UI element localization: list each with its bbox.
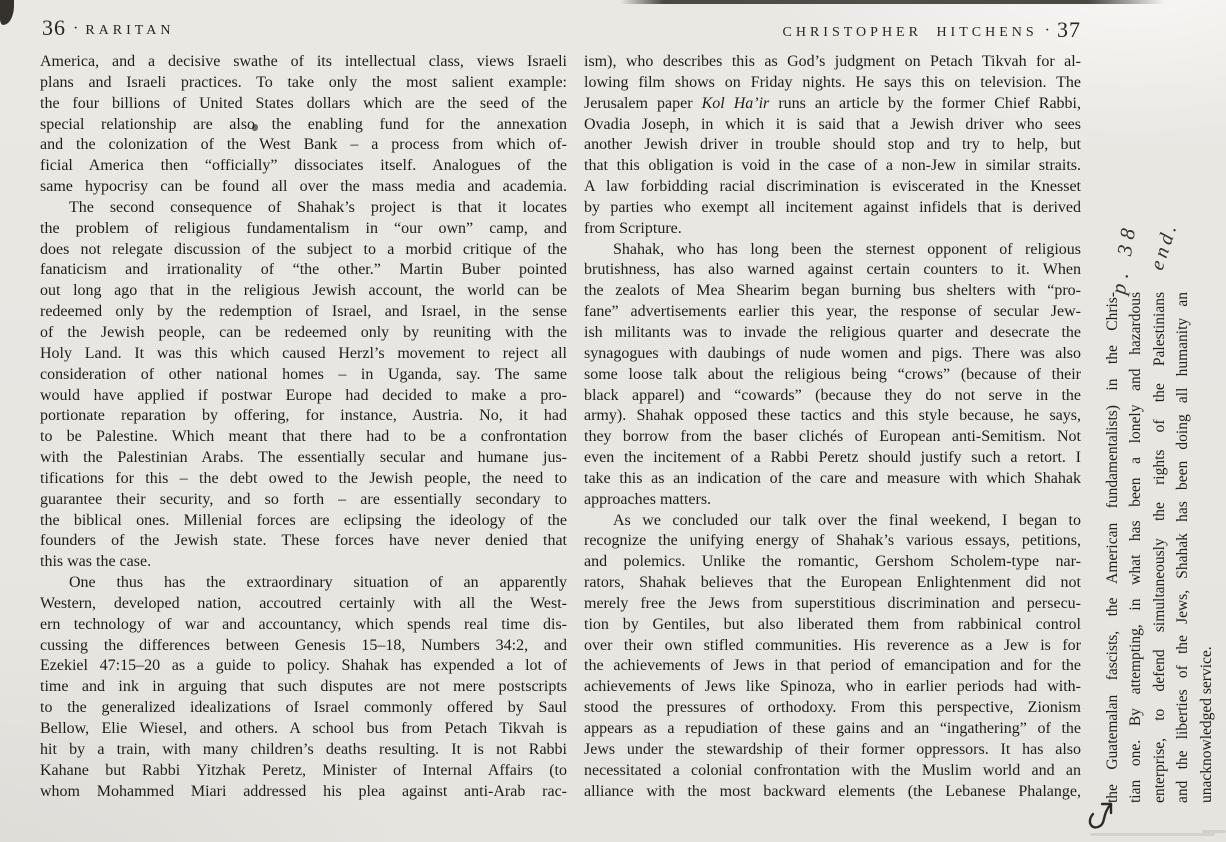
text-line: merely free the Jews from superstitious discrimination and persecu- <box>584 594 1081 612</box>
text-line: alliance with the most backward elements (the Lebanese Phalange, <box>584 782 1081 800</box>
text-line: A law forbidding racial discrimination is eviscerated in the Knesset <box>584 178 1081 196</box>
curved-arrow-icon <box>1085 794 1125 830</box>
text-line: necessitated a colonial confrontation with the Muslim world and an <box>584 761 1081 779</box>
text-line: Kahane but Rabbi Yitzhak Peretz, Minister of Internal Affairs (to <box>40 761 567 779</box>
text-line: tifications for this – the debt owed to the Jewish people, the need to <box>40 469 567 487</box>
paragraph <box>584 240 1081 511</box>
right-folio-number: 37 <box>1057 17 1081 42</box>
paragraph <box>40 198 567 573</box>
author-name: CHRISTOPHER HITCHENS <box>782 25 1038 40</box>
text-line: appears as a repudiation of these gains and an “ingathering” of the <box>584 720 1081 737</box>
text-line: the achievements of Jews in that period of emancipation and for the <box>584 657 1081 675</box>
text-line: redeemed only by the redemption of Israel, and Israel, in the sense <box>40 303 567 321</box>
text-line: black apparel) and “cowards” (because they do not serve in the <box>584 386 1081 404</box>
text-line: the Guatemalan fascists, the American fundamentalists) in the Chris- <box>1104 292 1121 803</box>
text-line: army). Shahak opposed these tactics and this style because, he says, <box>584 407 1081 425</box>
text-line: would have applied if postwar Europe had decided to make a pro- <box>40 386 567 404</box>
left-page-text-column <box>40 52 567 802</box>
text-line: out long ago that in the religious Jewish account, the world can be <box>40 282 567 300</box>
paragraph <box>40 52 567 198</box>
text-line: over their own stifled communities. His reverence as a Jew is for <box>584 636 1081 654</box>
text-line: approaches matters. <box>584 490 712 508</box>
text-line: the biblical ones. Millenial forces are eclipsing the ideology of the <box>40 511 567 529</box>
left-page-header <box>42 14 174 40</box>
text-line: hit by a train, with many children’s deaths resulting. It is not Rabbi <box>40 740 567 758</box>
text-line: and the colonization of the West Bank – a process from which of- <box>40 136 567 154</box>
text-line: guarantee their security, and so forth – are essentially secondary to <box>40 490 567 508</box>
scan-artifact-smear <box>1090 833 1215 836</box>
text-line: the four billions of United States dollars which are the seed of the <box>40 94 567 112</box>
text-line: plans and Israeli practices. To take only the most salient example: <box>40 73 567 91</box>
text-line: fanaticism and irrationality of “the other.” Martin Buber pointed <box>40 261 567 279</box>
text-line: tian one. By attempting, in what has been a lonely and hazardous <box>1127 292 1145 803</box>
text-line: As we concluded our talk over the final weekend, I began to <box>613 511 1081 529</box>
scan-artifact-top-edge <box>620 0 1165 4</box>
text-line: cussing the differences between Genesis 15–18, Numbers 34:2, and <box>40 636 567 654</box>
text-line: to the generalized idealizations of Israel commonly offered by Saul <box>40 699 567 717</box>
handwritten-page-note: end. <box>1146 218 1183 273</box>
right-page-text-column <box>584 52 1081 802</box>
text-line: take this as an indication of the care and measure with which Shahak <box>584 469 1081 487</box>
text-line: One thus has the extraordinary situation of an apparently <box>69 574 567 592</box>
header-separator-dot: · <box>1044 22 1050 39</box>
text-line: of the Jewish people, can be redeemed only by reuniting with the <box>40 323 567 341</box>
text-line: by parties who exempt all incitement against infidels that is derived <box>584 198 1081 216</box>
text-line: rators, Shahak believes that the European Enlightenment did not <box>584 574 1081 592</box>
journal-title: RARITAN <box>85 23 175 38</box>
text-line: ern technology of war and accountancy, which spends real time dis- <box>40 615 567 633</box>
text-line: this was the case. <box>40 553 152 571</box>
text-line: recognize the unifying energy of Shahak’s various essays, petitions, <box>584 532 1081 550</box>
text-line: some loose talk about the religious being “crows” (because of their <box>584 365 1081 383</box>
paragraph <box>584 511 1081 803</box>
text-line: same hypocrisy can be found all over the mass media and academia. <box>40 178 567 196</box>
text-line: brutishness, has also warned against certain counters to it. When <box>584 261 1081 279</box>
text-line: Western, developed nation, accoutred certainly with all the West- <box>40 594 567 612</box>
text-line: the problem of religious fundamentalism in “our own” camp, and <box>40 219 567 237</box>
text-line: The second consequence of Shahak’s project is that it locates <box>69 198 567 216</box>
text-line: and the liberties of the Jews, Shahak has been doing all humanity an <box>1174 292 1192 803</box>
scan-artifact-corner-blob <box>0 0 14 25</box>
text-line: the zealots of Mea Shearim began burning bus shelters with “pro- <box>584 282 1081 300</box>
text-line: stood the pressures of orthodoxy. From this perspective, Zionism <box>584 699 1081 717</box>
text-line: Ovadia Joseph, in which it is said that a Jewish driver who sees <box>584 115 1081 133</box>
scan-artifact-smear <box>1202 830 1226 833</box>
text-line: achievements of Jews like Spinoza, who in earlier periods had with- <box>584 678 1081 696</box>
header-separator-dot: · <box>73 20 79 37</box>
text-line: Holy Land. It was this which caused Herzl’s movement to reject all <box>40 344 567 362</box>
text-line: ism), who describes this as God’s judgment on Petach Tikvah for al- <box>584 53 1081 70</box>
paragraph <box>40 573 567 802</box>
text-line: and polemics. Unlike the romantic, Gershom Scholem-type nar- <box>584 553 1081 571</box>
paragraph <box>1101 292 1218 803</box>
text-line: unacknowledged service. <box>1197 646 1215 803</box>
right-page-header <box>584 16 1081 42</box>
text-line: Shahak, who has long been the sternest opponent of religious <box>613 240 1081 258</box>
text-line: Bellow, Elie Wiesel, and others. A school bus from Petach Tikvah is <box>40 720 567 737</box>
margin-rotated-text-column <box>1101 292 1218 803</box>
text-line: time and ink in arguing that such disputes are not mere postscripts <box>40 678 567 696</box>
text-line: with the Palestinian Arabs. The essentially secular and humane jus- <box>40 449 567 467</box>
text-line: fane” advertisements earlier this year, the response of secular Jew- <box>584 303 1081 321</box>
text-line: America, and a decisive swathe of its intellectual class, views Israeli <box>40 53 567 70</box>
text-line: consideration of other national homes – in Uganda, say. The same <box>40 365 567 383</box>
text-line: even the incitement of a Rabbi Peretz should justify such a retort. I <box>584 449 1081 467</box>
text-line: that this obligation is void in the case of a non-Jew in similar straits. <box>584 157 1081 175</box>
text-line: portionate reparation by offering, for instance, Austria. No, it had <box>40 407 567 425</box>
text-line: does not relegate discussion of the subject to a morbid critique of the <box>40 240 567 258</box>
handwritten-page-note: p. 38 <box>1106 220 1141 296</box>
text-line: to be Palestine. Which meant that there had to be a confrontation <box>40 428 567 446</box>
text-line: from Scripture. <box>584 219 682 237</box>
left-folio-number: 36 <box>42 15 66 40</box>
text-line: Jews under the stewardship of their former oppressors. It has also <box>584 740 1081 758</box>
text-line: ish militants was to invade the religious quarter and desecrate the <box>584 323 1081 341</box>
text-line: they borrow from the baser clichés of European anti-Semitism. Not <box>584 428 1081 446</box>
text-line: whom Mohammed Miari addressed his plea against anti-Arab rac- <box>40 782 567 800</box>
text-line: enterprise, to defend simultaneously the rights of the Palestinians <box>1150 292 1168 803</box>
text-line: tion by Gentiles, but also liberated them from rabbinical control <box>584 615 1081 633</box>
text-line: ficial America then “officially” dissociates itself. Analogues of the <box>40 157 567 175</box>
text-line: Jerusalem paper Kol Ha’ir runs an article by the former Chief Rabbi, <box>584 94 1081 112</box>
text-line: Ezekiel 47:15–20 as a guide to policy. Shahak has expended a lot of <box>40 657 567 675</box>
text-line: founders of the Jewish state. These forces have never denied that <box>40 532 567 550</box>
text-line: lowing film shows on Friday nights. He says this on television. The <box>584 73 1081 91</box>
paragraph <box>584 52 1081 240</box>
text-line: synagogues with daubings of nude women and pigs. There was also <box>584 344 1081 362</box>
text-line: special relationship are also the enabling fund for the annexation <box>40 115 567 133</box>
text-line: another Jewish driver in trouble should stop and try to help, but <box>584 136 1081 154</box>
